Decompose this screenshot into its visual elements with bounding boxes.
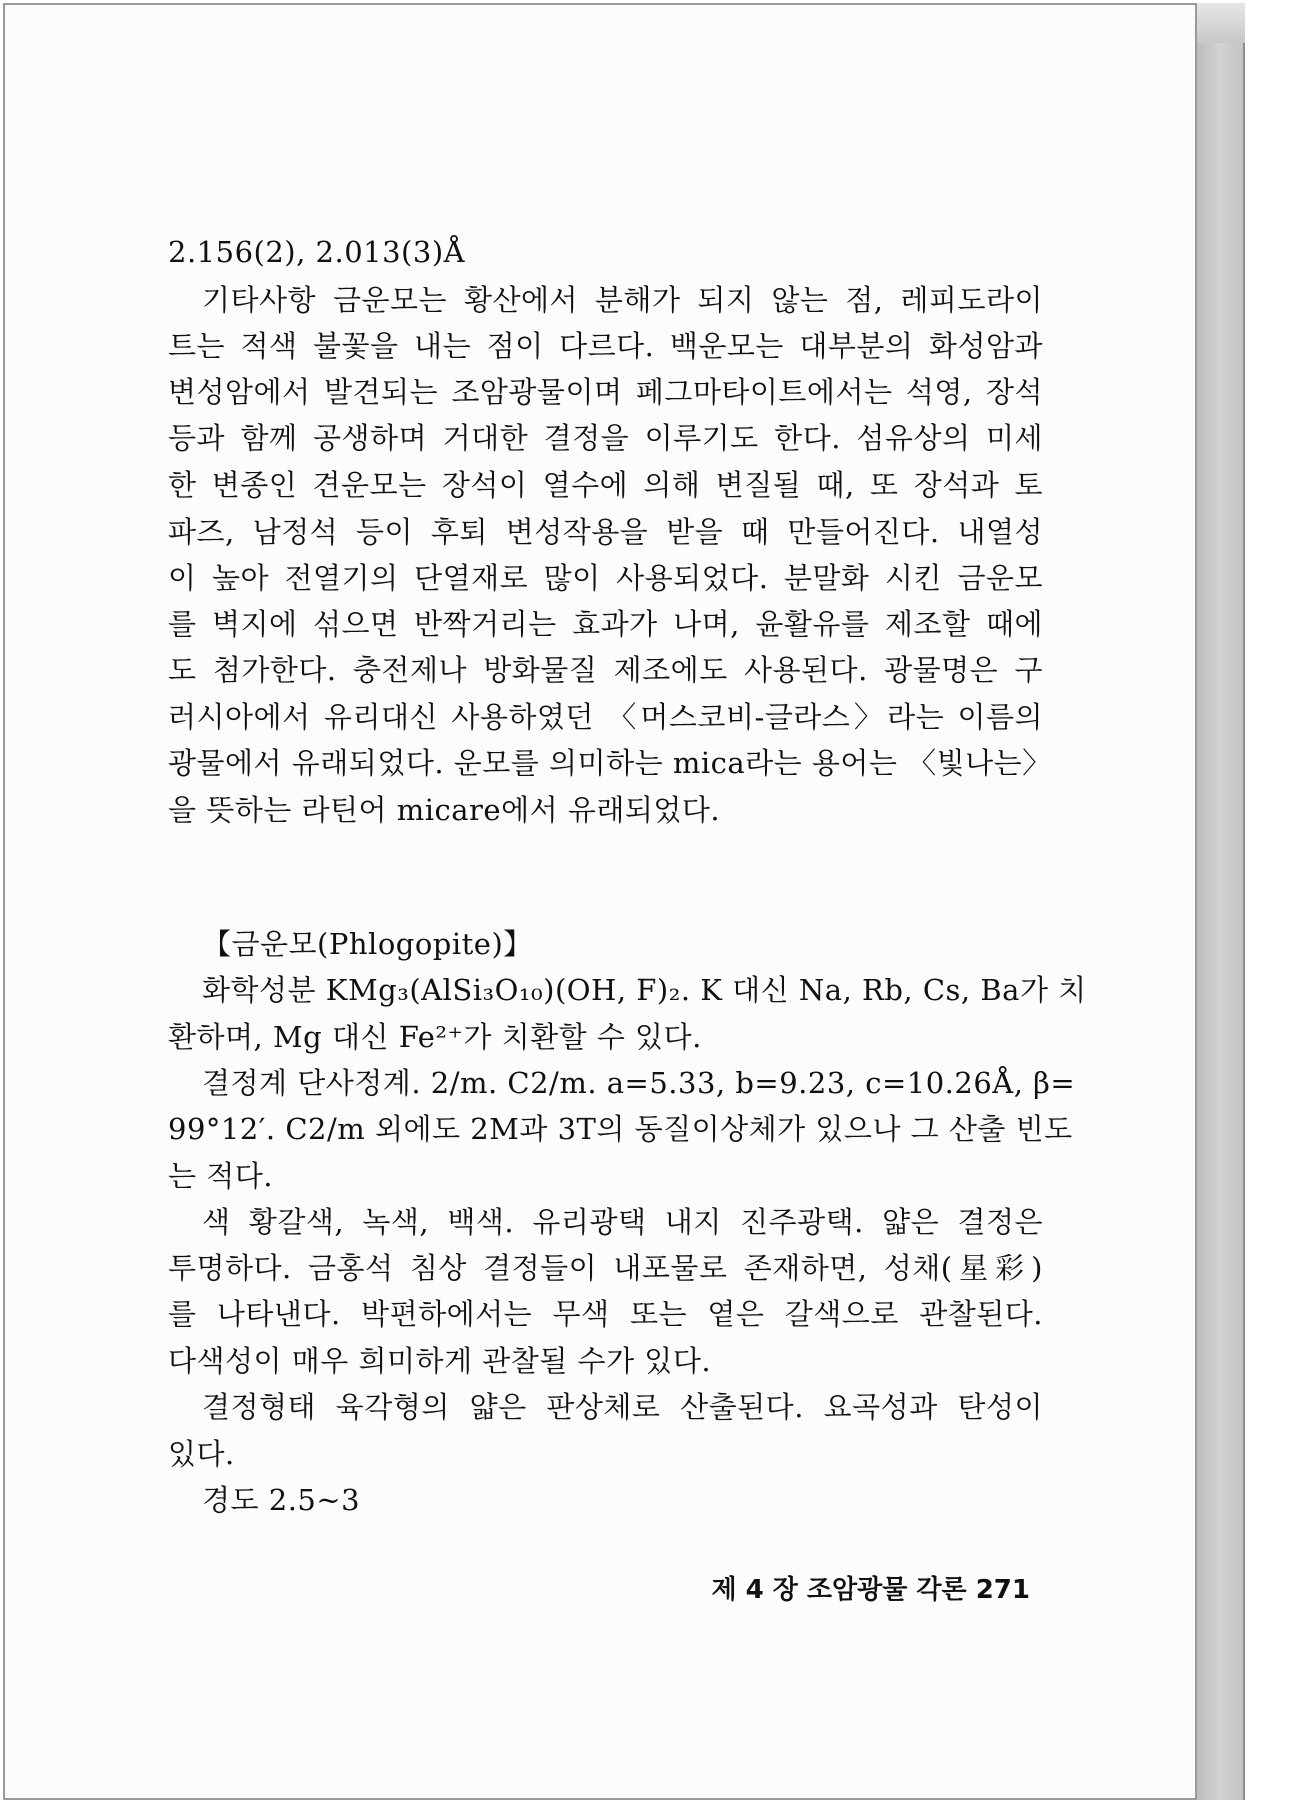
- text-line: 을 뜻하는 라틴어 micare에서 유래되었다.: [168, 793, 721, 827]
- text-line: 결정계 단사정계. 2/m. C2/m. a=5.33, b=9.23, c=10.26Å, β=: [202, 1066, 1076, 1100]
- text-line: 이 높아 전열기의 단열재로 많이 사용되었다. 분말화 시킨 금운모: [168, 561, 1043, 595]
- text-line: 투명하다. 금홍석 침상 결정들이 내포물로 존재하면, 성채(星彩): [168, 1251, 1043, 1285]
- text-line: 2.156(2), 2.013(3)Å: [168, 235, 466, 269]
- text-line: 색 황갈색, 녹색, 백색. 유리광택 내지 진주광택. 얇은 결정은: [202, 1205, 1043, 1239]
- text-line: 도 첨가한다. 충전제나 방화물질 제조에도 사용된다. 광물명은 구: [168, 653, 1043, 687]
- text-line: 화학성분 KMg₃(AlSi₃O₁₀)(OH, F)₂. K 대신 Na, Rb, Cs, Ba가 치: [202, 973, 1087, 1007]
- text-line: 기타사항 금운모는 황산에서 분해가 되지 않는 점, 레피도라이: [202, 283, 1043, 317]
- book-spine: [1197, 3, 1245, 1800]
- text-line: 트는 적색 불꽃을 내는 점이 다르다. 백운모는 대부분의 화성암과: [168, 329, 1043, 363]
- section-heading: 【금운모(Phlogopite)】: [202, 927, 533, 961]
- text-line: 를 벽지에 섞으면 반짝거리는 효과가 나며, 윤활유를 제조할 때에: [168, 607, 1043, 641]
- text-line: 러시아에서 유리대신 사용하였던 〈머스코비-글라스〉라는 이름의: [168, 700, 1043, 734]
- text-line: 변성암에서 발견되는 조암광물이며 페그마타이트에서는 석영, 장석: [168, 375, 1043, 409]
- text-line: 결정형태 육각형의 얇은 판상체로 산출된다. 요곡성과 탄성이: [202, 1390, 1043, 1424]
- text-line: 다색성이 매우 희미하게 관찰될 수가 있다.: [168, 1344, 712, 1378]
- text-line: 있다.: [168, 1437, 235, 1471]
- text-line: 광물에서 유래되었다. 운모를 의미하는 mica라는 용어는 〈빛나는〉: [168, 746, 1052, 780]
- text-line: 한 변종인 견운모는 장석이 열수에 의해 변질될 때, 또 장석과 토: [168, 468, 1043, 502]
- text-line: 환하며, Mg 대신 Fe²⁺가 치환할 수 있다.: [168, 1020, 702, 1054]
- text-line: 등과 함께 공생하며 거대한 결정을 이루기도 한다. 섬유상의 미세: [168, 421, 1043, 455]
- text-line: 파즈, 남정석 등이 후퇴 변성작용을 받을 때 만들어진다. 내열성: [168, 515, 1043, 549]
- page-footer: 제 4 장 조암광물 각론 271: [711, 1575, 1030, 1605]
- book-spine-top: [1197, 3, 1245, 43]
- text-line: 는 적다.: [168, 1159, 273, 1193]
- text-line: 99°12′. C2/m 외에도 2M과 3T의 동질이상체가 있으나 그 산출 빈도: [168, 1112, 1073, 1146]
- text-line: 를 나타낸다. 박편하에서는 무색 또는 옅은 갈색으로 관찰된다.: [168, 1297, 1043, 1331]
- text-line: 경도 2.5~3: [202, 1483, 361, 1517]
